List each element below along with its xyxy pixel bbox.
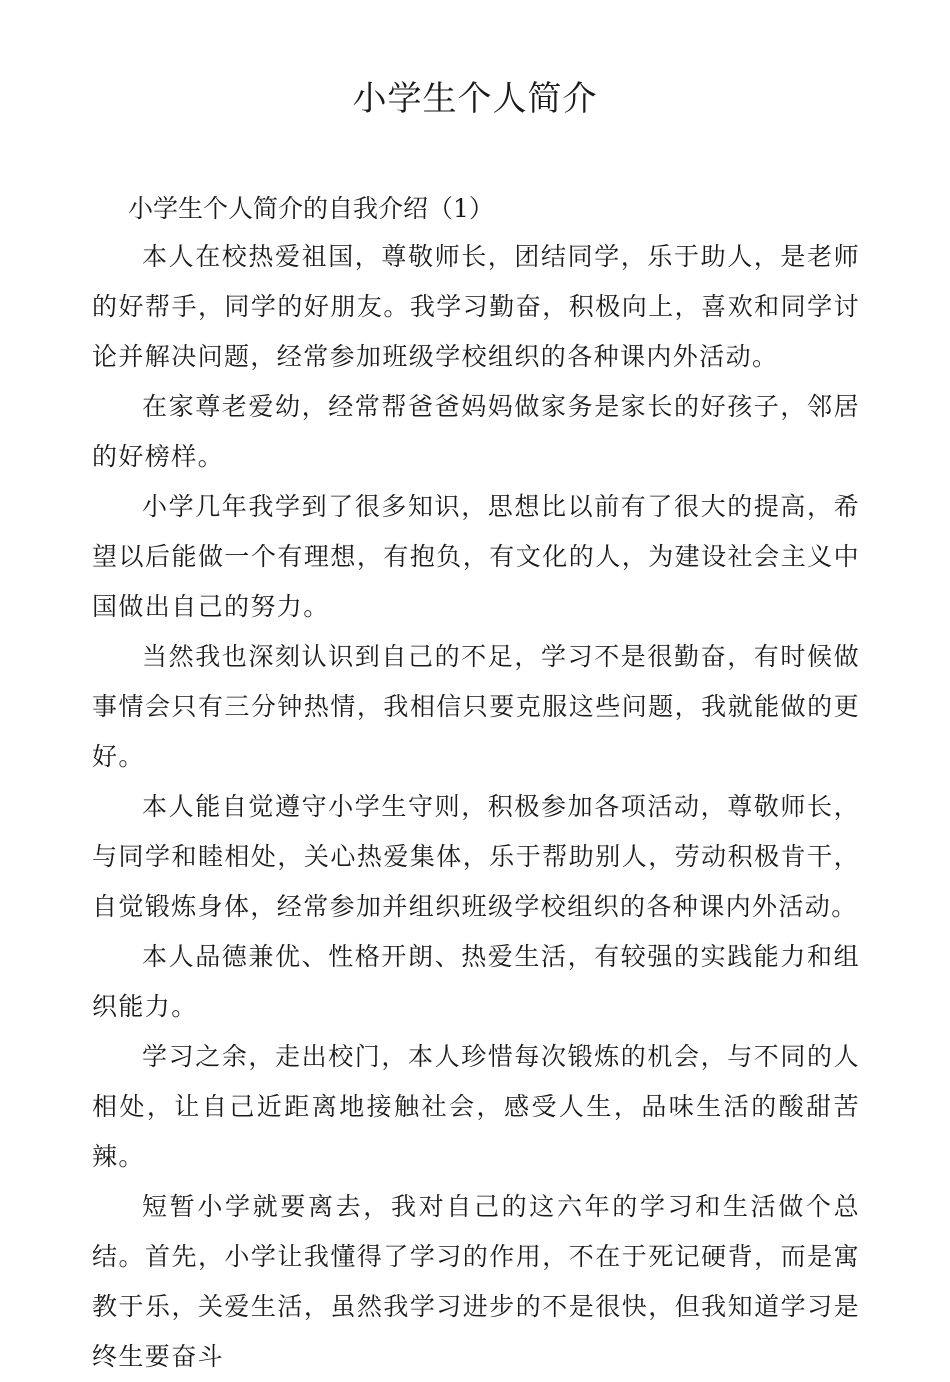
document-body: [92, 232, 860, 1382]
paragraph: 短暂小学就要离去，我对自己的这六年的学习和生活做个总结。首先，小学让我懂得了学习的作用，不在于死记硬背，而是寓教于乐，关爱生活，虽然我学习进步的不是很快，但我知道学习是终生要奋斗: [92, 1192, 860, 1371]
section-heading: 小学生个人简介的自我介绍（1）: [128, 194, 494, 223]
paragraph: 本人能自觉遵守小学生守则，积极参加各项活动，尊敬师长，与同学和睦相处，关心热爱集体，乐于帮助别人，劳动积极肯干，自觉锻炼身体，经常参加并组织班级学校组织的各种课内外活动。: [92, 792, 860, 921]
paragraph: 当然我也深刻认识到自己的不足，学习不是很勤奋，有时候做事情会只有三分钟热情，我相信只要克服这些问题，我就能做的更好。: [92, 642, 860, 771]
paragraph: 学习之余，走出校门，本人珍惜每次锻炼的机会，与不同的人相处，让自己近距离地接触社会，感受人生，品味生活的酸甜苦辣。: [92, 1042, 860, 1171]
document-title: 小学生个人简介: [352, 79, 598, 119]
paragraph: 在家尊老爱幼，经常帮爸爸妈妈做家务是家长的好孩子，邻居的好榜样。: [92, 392, 860, 471]
paragraph: 本人在校热爱祖国，尊敬师长，团结同学，乐于助人，是老师的好帮手，同学的好朋友。我学习勤奋，积极向上，喜欢和同学讨论并解决问题，经常参加班级学校组织的各种课内外活动。: [92, 242, 860, 371]
paragraph: 小学几年我学到了很多知识，思想比以前有了很大的提高，希望以后能做一个有理想，有抱负，有文化的人，为建设社会主义中国做出自己的努力。: [92, 492, 860, 621]
paragraph: 本人品德兼优、性格开朗、热爱生活，有较强的实践能力和组织能力。: [92, 942, 860, 1021]
